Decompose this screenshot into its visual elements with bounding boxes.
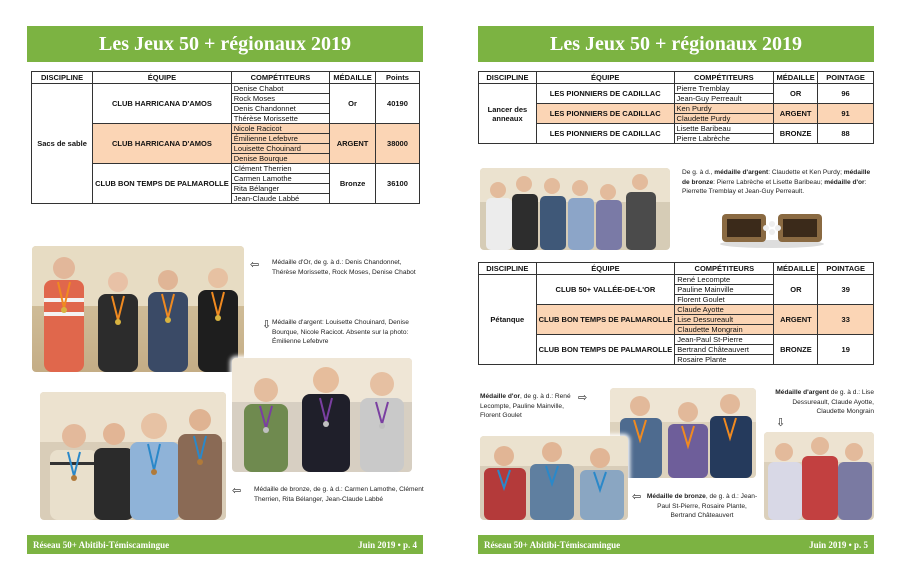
caption-key: Médaille d'argent xyxy=(775,389,829,396)
competitor-cell: Florent Goulet xyxy=(675,295,774,305)
page-5 xyxy=(450,0,900,582)
photo-lancer-des-anneaux xyxy=(480,168,670,250)
photo-medaille-bronze xyxy=(40,392,226,520)
competitor-cell: Nicole Racicot xyxy=(231,124,329,134)
results-table-sacs-de-sable xyxy=(31,71,420,204)
caption-lancer-des-anneaux xyxy=(682,168,878,197)
photo-petanque-bronze xyxy=(480,436,628,520)
footer-page-number: Juin 2019 • p. 4 xyxy=(358,539,417,550)
competitor-cell: Thérèse Morissette xyxy=(231,114,329,124)
column-header: DISCIPLINE xyxy=(479,263,537,275)
points-cell: 39 xyxy=(818,275,874,305)
team-cell: CLUB 50+ VALLÉE-DE-L'OR xyxy=(536,275,675,305)
caption-text: : Pierre Labrèche et Lisette Baribeau; xyxy=(713,178,823,186)
arrow-right-icon: ⇨ xyxy=(578,392,588,404)
column-header: COMPÉTITEURS xyxy=(231,72,329,84)
caption-key: médaille d'argent xyxy=(714,169,769,176)
competitor-cell: Jean-Claude Labbé xyxy=(231,194,329,204)
competitor-cell: Claudette Mongrain xyxy=(675,325,774,335)
medal-cell: ARGENT xyxy=(330,124,376,164)
caption-key: médaille de bronze xyxy=(682,169,871,186)
competitor-cell: Denise Bourque xyxy=(231,154,329,164)
team-cell: CLUB HARRICANA D'AMOS xyxy=(93,124,232,164)
discipline-cell: Pétanque xyxy=(479,275,537,365)
table-row xyxy=(479,104,874,114)
arrow-left-icon: ⇦ xyxy=(250,259,260,271)
column-header: DISCIPLINE xyxy=(479,72,537,84)
column-header: COMPÉTITEURS xyxy=(675,263,774,275)
page-footer xyxy=(478,535,874,554)
points-cell: 96 xyxy=(818,84,874,104)
medal-cell: ARGENT xyxy=(774,305,818,335)
results-table-petanque xyxy=(478,262,874,365)
competitor-cell: Denis Chandonnet xyxy=(231,104,329,114)
points-cell: 88 xyxy=(818,124,874,144)
column-header: ÉQUIPE xyxy=(536,72,674,84)
caption-key: Médaille d'or xyxy=(480,393,521,400)
competitor-cell: Émilienne Lefebvre xyxy=(231,134,329,144)
photo-medaille-or xyxy=(32,246,244,372)
results-table-lancer-des-anneaux xyxy=(478,71,874,144)
competitor-cell: Rock Moses xyxy=(231,94,329,104)
column-header: DISCIPLINE xyxy=(32,72,93,84)
medal-cell: BRONZE xyxy=(774,124,818,144)
competitor-cell: Ken Purdy xyxy=(674,104,774,114)
column-header: ÉQUIPE xyxy=(536,263,675,275)
points-cell: 36100 xyxy=(375,164,419,204)
competitor-cell: Claude Ayotte xyxy=(675,305,774,315)
competitor-cell: Lisette Baribeau xyxy=(674,124,774,134)
photo-planches-anneaux xyxy=(718,208,826,248)
medal-cell: OR xyxy=(774,84,818,104)
page-footer xyxy=(27,535,423,554)
competitor-cell: Pierre Labrèche xyxy=(674,134,774,144)
page-title: Les Jeux 50 + régionaux 2019 xyxy=(27,26,423,62)
team-cell: LES PIONNIERS DE CADILLAC xyxy=(536,84,674,104)
column-header: COMPÉTITEURS xyxy=(674,72,774,84)
competitor-cell: Louisette Chouinard xyxy=(231,144,329,154)
arrow-left-icon: ⇦ xyxy=(232,485,242,497)
table-row xyxy=(479,124,874,134)
competitor-cell: Pierre Tremblay xyxy=(674,84,774,94)
caption-petanque-argent xyxy=(770,388,874,417)
medal-cell: Bronze xyxy=(330,164,376,204)
competitor-cell: Lise Dessureault xyxy=(675,315,774,325)
competitor-cell: Jean-Paul St-Pierre xyxy=(675,335,774,345)
table-row xyxy=(479,84,874,94)
arrow-left-icon: ⇦ xyxy=(632,491,642,503)
caption-text: : Pierrette Tremblay et Jean-Guy Perreault. xyxy=(682,178,867,196)
competitor-cell: Rita Bélanger xyxy=(231,184,329,194)
team-cell: LES PIONNIERS DE CADILLAC xyxy=(536,104,674,124)
competitor-cell: Jean-Guy Perreault xyxy=(674,94,774,104)
caption-medaille-bronze: Médaille de bronze, de g. à d.: Carmen Lamothe, Clément Therrien, Rita Bélanger, Jean-Claude Labbé xyxy=(254,486,424,503)
competitor-cell: Pauline Mainville xyxy=(675,285,774,295)
caption-medaille-or: Médaille d'Or, de g. à d.: Denis Chandonnet, Thérèse Morissette, Rock Moses, Denise Chabot xyxy=(272,259,416,276)
competitor-cell: Clément Therrien xyxy=(231,164,329,174)
discipline-cell: Lancer des anneaux xyxy=(479,84,537,144)
table-row xyxy=(479,335,874,345)
team-cell: CLUB BON TEMPS DE PALMAROLLE xyxy=(93,164,232,204)
points-cell: 38000 xyxy=(375,124,419,164)
competitor-cell: Denise Chabot xyxy=(231,84,329,94)
discipline-cell: Sacs de sable xyxy=(32,84,93,204)
caption-text: de g. à d.: Lise Dessureault, Claude Ayotte, Claudette Mongrain xyxy=(792,389,874,416)
arrow-down-icon: ⇩ xyxy=(776,417,786,429)
points-cell: 19 xyxy=(818,335,874,365)
column-header: POINTAGE xyxy=(818,263,874,275)
caption-medaille-argent: Médaille d'argent: Louisette Chouinard, Denise Bourque, Nicole Racicot. Absente sur la photo: Émilienne Lefebvre xyxy=(272,319,409,346)
page-title: Les Jeux 50 + régionaux 2019 xyxy=(478,26,874,62)
competitor-cell: Carmen Lamothe xyxy=(231,174,329,184)
competitor-cell: Claudette Purdy xyxy=(674,114,774,124)
medal-cell: ARGENT xyxy=(774,104,818,124)
caption-petanque-or xyxy=(480,392,580,421)
footer-page-number: Juin 2019 • p. 5 xyxy=(809,539,868,550)
column-header: MÉDAILLE xyxy=(774,263,818,275)
points-cell: 33 xyxy=(818,305,874,335)
team-cell: CLUB BON TEMPS DE PALMAROLLE xyxy=(536,335,675,365)
arrow-down-icon: ⇩ xyxy=(262,319,272,331)
caption-text: : Claudette et Ken Purdy; xyxy=(768,169,842,176)
team-cell: CLUB HARRICANA D'AMOS xyxy=(93,84,232,124)
medal-cell: OR xyxy=(774,275,818,305)
table-row xyxy=(32,84,420,94)
caption-text: De g. à d., xyxy=(682,169,715,176)
column-header: MÉDAILLE xyxy=(774,72,818,84)
caption-key: médaille d'or xyxy=(824,178,865,186)
caption-petanque-bronze xyxy=(646,492,758,521)
table-row xyxy=(479,275,874,285)
caption-key: Médaille de bronze xyxy=(646,493,706,500)
points-cell: 91 xyxy=(818,104,874,124)
competitor-cell: Bertrand Châteauvert xyxy=(675,345,774,355)
caption-text: , de g. à d.: Jean-Paul St-Pierre, Rosaire Plante, Bertrand Châteauvert xyxy=(657,493,758,520)
team-cell: CLUB BON TEMPS DE PALMAROLLE xyxy=(536,305,675,335)
footer-publication: Réseau 50+ Abitibi-Témiscamingue xyxy=(33,539,170,550)
photo-petanque-or xyxy=(610,388,756,478)
column-header: Points xyxy=(375,72,419,84)
medal-cell: BRONZE xyxy=(774,335,818,365)
column-header: POINTAGE xyxy=(818,72,874,84)
table-row xyxy=(479,305,874,315)
caption-text: , de g. à d.: René Lecompte, Pauline Mainville, Florent Goulet xyxy=(480,393,571,420)
medal-cell: Or xyxy=(330,84,376,124)
team-cell: LES PIONNIERS DE CADILLAC xyxy=(536,124,674,144)
footer-publication: Réseau 50+ Abitibi-Témiscamingue xyxy=(484,539,621,550)
column-header: MÉDAILLE xyxy=(330,72,376,84)
competitor-cell: René Lecompte xyxy=(675,275,774,285)
photo-medaille-argent xyxy=(232,358,412,472)
column-header: ÉQUIPE xyxy=(93,72,232,84)
photo-petanque-argent xyxy=(764,432,874,520)
competitor-cell: Rosaire Plante xyxy=(675,355,774,365)
points-cell: 40190 xyxy=(375,84,419,124)
